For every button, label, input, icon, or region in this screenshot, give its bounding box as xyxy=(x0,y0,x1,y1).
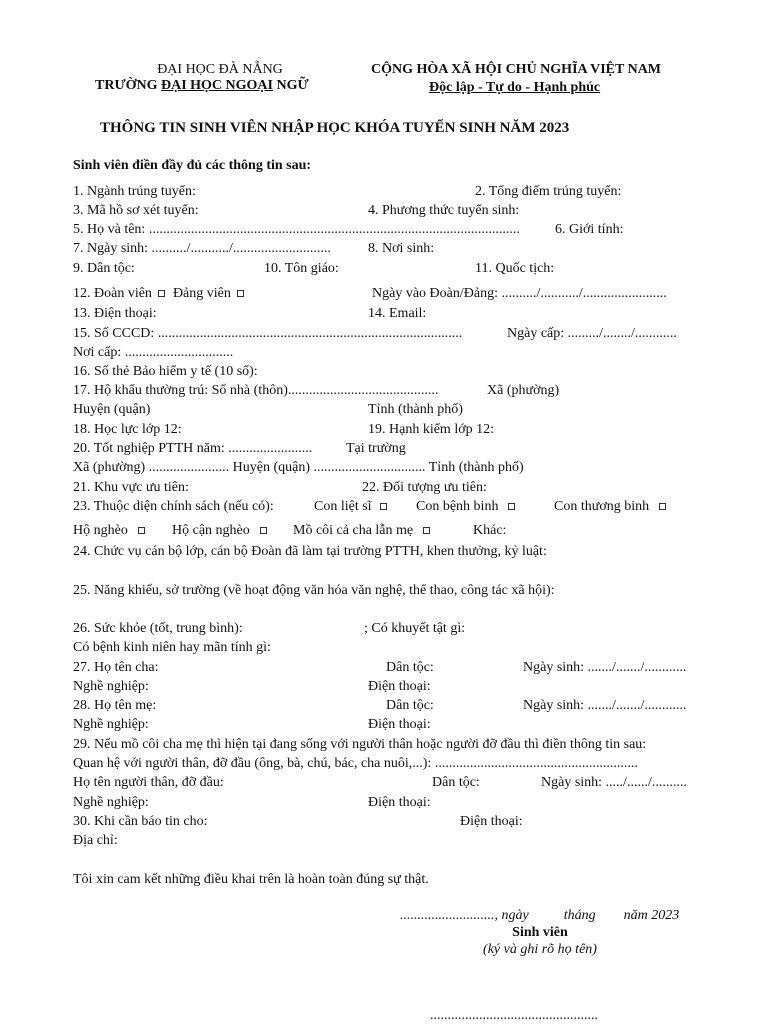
field-suc-khoe: 26. Sức khỏe (tốt, trung bình): xyxy=(73,621,243,636)
country-name: CỘNG HÒA XÃ HỘI CHỦ NGHĨA VIỆT NAM xyxy=(371,62,662,77)
field-do-dau-dan-toc: Dân tộc: xyxy=(432,775,480,790)
field-bao-tin: 30. Khi cần báo tin cho: xyxy=(73,814,208,829)
checkbox-con-thuong-binh[interactable] xyxy=(659,503,666,510)
signature-note: (ký và ghi rõ họ tên) xyxy=(483,942,597,957)
page-title: THÔNG TIN SINH VIÊN NHẬP HỌC KHÓA TUYỂN SINH NĂM 2023 xyxy=(100,120,570,136)
field-me-nghe: Nghề nghiệp: xyxy=(73,717,149,732)
option-khac: Khác: xyxy=(473,523,507,538)
field-quan-he: Quan hệ với người thân, đỡ đầu (ông, bà, chú, bác, cha nuôi,...): .......................................................... xyxy=(73,756,638,771)
school-name-suffix: NGỮ xyxy=(273,78,309,93)
label-doan-vien: 12. Đoàn viên xyxy=(73,286,152,301)
field-me-ngay-sinh: Ngày sinh: ......./......./............ xyxy=(523,698,687,713)
option-mo-coi xyxy=(293,522,432,540)
field-truong-dia-chi: Xã (phường) ....................... Huyện (quận) ................................ Tỉnh (thành phố) xyxy=(73,460,524,475)
field-me-dan-toc: Dân tộc: xyxy=(386,698,434,713)
school-name xyxy=(95,77,309,95)
field-ngay-cap: Ngày cấp: ........./......../............ xyxy=(507,326,677,341)
option-con-thuong-binh xyxy=(554,498,668,516)
field-chinh-sach: 23. Thuộc diện chính sách (nếu có): xyxy=(73,499,274,514)
field-noi-cap: Nơi cấp: ............................... xyxy=(73,345,234,360)
field-ho-ten-me: 28. Họ tên mẹ: xyxy=(73,698,157,713)
field-chuc-vu: 24. Chức vụ cán bộ lớp, cán bộ Đoàn đã làm tại trường PTTH, khen thưởng, kỷ luật: xyxy=(73,544,547,559)
field-nguoi-do-dau: Họ tên người thân, đỡ đầu: xyxy=(73,775,224,790)
field-ho-khau: 17. Hộ khẩu thường trú: Số nhà (thôn)........................................... xyxy=(73,383,439,398)
field-ho-ten-cha: 27. Họ tên cha: xyxy=(73,660,159,675)
label-mo-coi: Mồ côi cả cha lẫn mẹ xyxy=(293,523,414,538)
field-bhyt: 16. Số thẻ Bảo hiểm y tế (10 số): xyxy=(73,364,258,379)
field-ho-ten: 5. Họ và tên: .......................................................................................................... xyxy=(73,222,520,237)
field-quoc-tich: 11. Quốc tịch: xyxy=(475,261,555,276)
field-phuong-thuc: 4. Phương thức tuyển sinh: xyxy=(368,203,520,218)
field-doan-dang xyxy=(73,285,246,303)
checkbox-mo-coi[interactable] xyxy=(423,527,430,534)
field-nganh: 1. Ngành trúng tuyển: xyxy=(73,184,196,199)
field-tot-nghiep: 20. Tốt nghiệp PTTH năm: ........................ xyxy=(73,441,313,456)
signature-role: Sinh viên xyxy=(512,925,568,940)
school-name-underlined: ĐẠI HỌC NGOẠI xyxy=(160,78,273,93)
field-ho-khau-huyen: Huyện (quận) xyxy=(73,402,151,417)
option-ho-ngheo xyxy=(73,522,147,540)
field-gioi-tinh: 6. Giới tính: xyxy=(555,222,624,237)
field-cccd: 15. Số CCCD: ....................................................................................... xyxy=(73,326,463,341)
field-ho-khau-xa: Xã (phường) xyxy=(487,383,560,398)
label-con-thuong-binh: Con thương binh xyxy=(554,499,650,514)
field-do-dau-dien-thoai: Điện thoại: xyxy=(368,795,431,810)
checkbox-con-benh-binh[interactable] xyxy=(508,503,515,510)
label-con-benh-binh: Con bệnh binh xyxy=(416,499,499,514)
university-name: ĐẠI HỌC ĐÀ NẴNG xyxy=(157,62,283,77)
field-ma-ho-so: 3. Mã hồ sơ xét tuyển: xyxy=(73,203,199,218)
field-do-dau-nghe: Nghề nghiệp: xyxy=(73,795,149,810)
field-bao-tin-dien-thoai: Điện thoại: xyxy=(460,814,523,829)
field-benh-kinh-nien: Có bệnh kinh niên hay mãn tính gì: xyxy=(73,640,271,655)
field-ngay-sinh: 7. Ngày sinh: ........../.........../............................ xyxy=(73,241,331,256)
label-con-liet-si: Con liệt sĩ xyxy=(314,499,372,514)
field-dien-thoai: 13. Điện thoại: xyxy=(73,306,157,321)
field-tai-truong: Tại trường xyxy=(346,441,406,456)
field-do-dau-ngay-sinh: Ngày sinh: ...../....../.......... xyxy=(541,775,687,790)
field-ngay-vao-doan: Ngày vào Đoàn/Đảng: ........../.........../........................ xyxy=(372,286,667,301)
country-motto: Độc lập - Tự do - Hạnh phúc xyxy=(429,80,601,95)
option-ho-can-ngheo xyxy=(172,522,269,540)
field-nang-khieu: 25. Năng khiếu, sở trường (về hoạt động văn hóa văn nghệ, thể thao, công tác xã hội): xyxy=(73,583,555,598)
field-email: 14. Email: xyxy=(368,306,427,321)
field-ton-giao: 10. Tôn giáo: xyxy=(264,261,339,276)
checkbox-ho-ngheo[interactable] xyxy=(138,527,145,534)
checkbox-con-liet-si[interactable] xyxy=(380,503,387,510)
field-doi-tuong: 22. Đối tượng ưu tiên: xyxy=(362,480,487,495)
label-dang-vien: Đảng viên xyxy=(172,286,231,301)
label-ho-can-ngheo: Hộ cận nghèo xyxy=(172,523,250,538)
intro-text: Sinh viên điền đầy đủ các thông tin sau: xyxy=(73,158,312,173)
checkbox-doan-vien[interactable] xyxy=(158,290,165,297)
field-hoc-luc: 18. Học lực lớp 12: xyxy=(73,422,182,437)
option-con-liet-si xyxy=(314,498,389,516)
field-cha-nghe: Nghề nghiệp: xyxy=(73,679,149,694)
checkbox-ho-can-ngheo[interactable] xyxy=(260,527,267,534)
field-cha-dan-toc: Dân tộc: xyxy=(386,660,434,675)
option-con-benh-binh xyxy=(416,498,517,516)
checkbox-dang-vien[interactable] xyxy=(237,290,244,297)
field-dia-chi: Địa chỉ: xyxy=(73,833,118,848)
school-name-prefix: TRƯỜNG xyxy=(95,78,161,93)
commitment-text: Tôi xin cam kết những điều khai trên là hoàn toàn đúng sự thật. xyxy=(73,872,429,887)
field-hanh-kiem: 19. Hạnh kiểm lớp 12: xyxy=(368,422,494,437)
field-mo-coi-info: 29. Nếu mồ côi cha mẹ thì hiện tại đang sống với người thân hoặc người đỡ đầu thì điền thông tin sau: xyxy=(73,737,647,752)
field-cha-ngay-sinh: Ngày sinh: ......./......./............ xyxy=(523,660,687,675)
field-dan-toc: 9. Dân tộc: xyxy=(73,261,135,276)
field-khu-vuc: 21. Khu vực ưu tiên: xyxy=(73,480,189,495)
field-tong-diem: 2. Tổng điểm trúng tuyển: xyxy=(475,184,622,199)
field-khuyet-tat: ; Có khuyết tật gì: xyxy=(364,621,466,636)
label-ho-ngheo: Hộ nghèo xyxy=(73,523,128,538)
field-me-dien-thoai: Điện thoại: xyxy=(368,717,431,732)
signature-date: ..........................., ngày tháng năm 2023 xyxy=(400,908,680,923)
field-ho-khau-tinh: Tỉnh (thành phố) xyxy=(368,402,463,417)
signature-line: ................................................ xyxy=(430,1008,598,1023)
field-cha-dien-thoai: Điện thoại: xyxy=(368,679,431,694)
field-noi-sinh: 8. Nơi sinh: xyxy=(368,241,435,256)
